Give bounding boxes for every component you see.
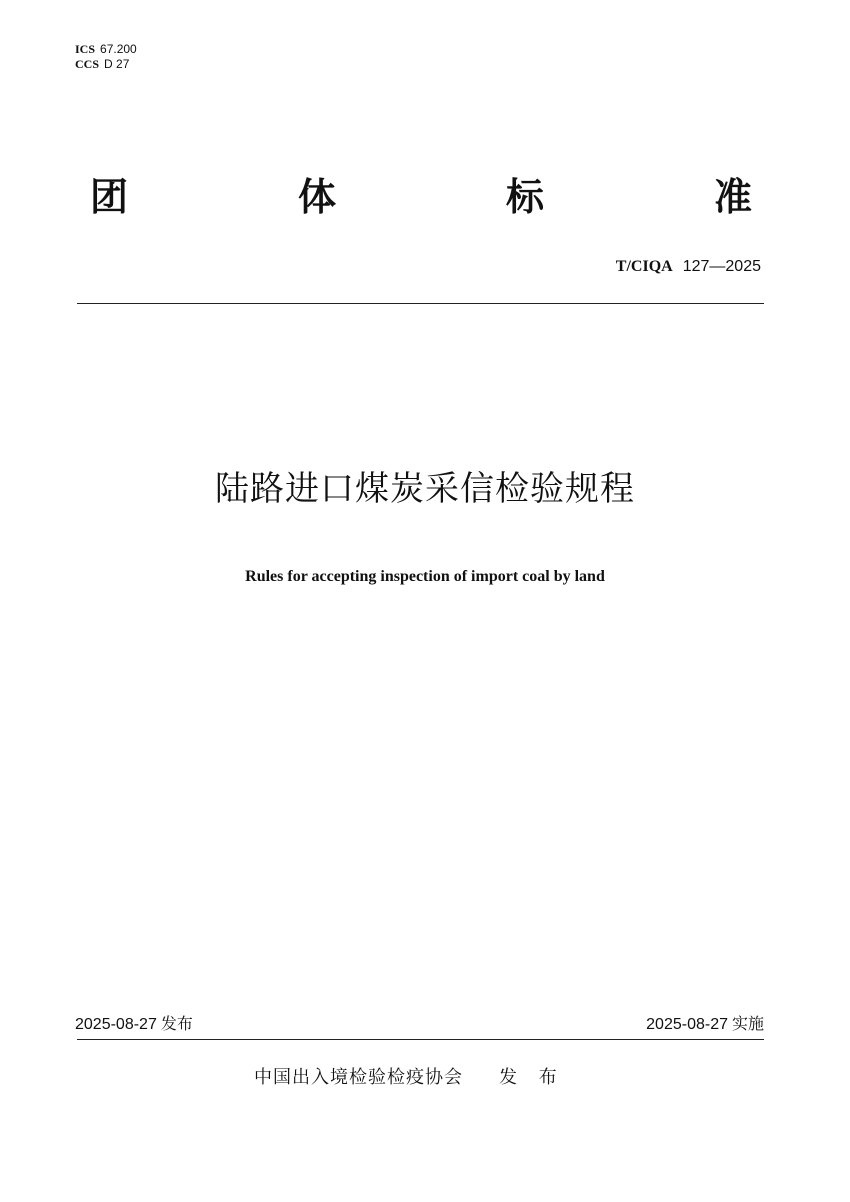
publish-date-value: 2025-08-27 [75,1016,157,1033]
standard-number [616,256,761,277]
top-divider [77,303,764,304]
publisher-name: 中国出入境检验检疫协会 [254,1067,463,1088]
implement-date-value: 2025-08-27 [646,1016,728,1033]
standard-category [90,172,752,222]
publisher-action: 发 布 [499,1067,565,1088]
standard-number-prefix: T/CIQA [615,258,673,275]
category-char: 团 [90,175,129,219]
category-char: 准 [713,175,752,219]
publisher [254,1066,565,1090]
document-title-en: Rules for accepting inspection of import coal by land [245,568,605,585]
document-title-cn: 陆路进口煤炭采信检验规程 [215,469,635,509]
category-char: 体 [297,175,336,219]
implement-date-label: 实施 [731,1014,764,1033]
publish-date-label: 发布 [160,1014,193,1033]
ics-value: 67.200 [100,42,137,56]
ics-code [75,42,137,57]
classification-codes [75,42,137,72]
bottom-divider [77,1039,764,1040]
standard-number-value: 127—2025 [682,258,761,275]
category-char: 标 [505,175,544,219]
ics-label: ICS [75,42,96,56]
ccs-value: D 27 [104,57,130,71]
ccs-label: CCS [75,57,100,71]
ccs-code [75,57,137,72]
publish-date [75,1013,193,1036]
implement-date [646,1013,764,1036]
